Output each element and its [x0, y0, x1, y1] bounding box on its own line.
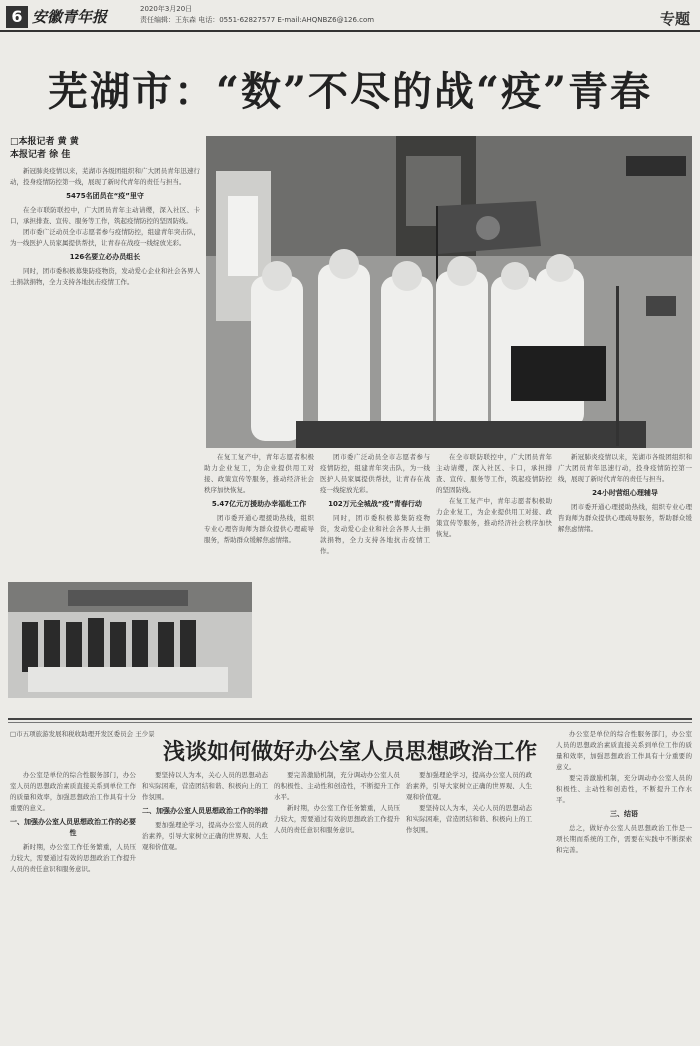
- paragraph: 办公室是单位的综合性服务部门，办公室人员的思想政治素质直接关系到单位工作的质量和效率，加强思想政治工作具有十分重要的意义。: [10, 771, 136, 812]
- paragraph: 在复工复产中，青年志愿者积极助力企业复工，为企业提供用工对接、政策宣传等服务，推动经济社会秩序加快恢复。: [204, 453, 314, 494]
- section-divider-thin: [8, 722, 692, 723]
- page-header: [0, 0, 700, 32]
- article1-column-2: [204, 452, 314, 714]
- subhead: 一、加强办公室人员思想政治工作的必要性: [10, 818, 136, 837]
- paragraph: 总之，做好办公室人员思想政治工作是一项长期而系统的工作，需要在实践中不断探索和完善。: [556, 824, 692, 854]
- paragraph: 新时期，办公室工作任务繁重，人员压力较大，需要通过有效的思想政治工作提升人员的责任意识和服务意识。: [10, 843, 136, 873]
- subhead: 126名要立必办员组长: [69, 253, 141, 261]
- paragraph: 团市委广泛动员全市志愿者参与疫情防控，组建青年突击队，为一线医护人员家属提供帮扶，让青春在战疫一线绽放光彩。: [10, 228, 200, 247]
- article2-kicker: □市五项旅游发展和税收助理开发区委员会 王少景: [10, 730, 155, 738]
- paragraph: 在全市联防联控中，广大团员青年主动请缨，深入社区、卡口，承担排查、宣传、服务等工作，筑起疫情防控的坚固防线。: [436, 453, 552, 494]
- subhead: 三、结语: [610, 810, 638, 818]
- subhead: 102万元全城战“疫”青春行动: [328, 500, 422, 508]
- article2-column-2: [142, 770, 268, 1040]
- article2-column-5: [556, 729, 692, 1040]
- paragraph: 新冠肺炎疫情以来，芜湖市各级团组织和广大团员青年迅速行动，投身疫情防控第一线，展现了新时代青年的责任与担当。: [558, 453, 692, 483]
- byline-line1: □本报记者 黄 黄: [10, 137, 79, 147]
- article1-column-5: [558, 452, 692, 714]
- paragraph: 要坚持以人为本，关心人员的思想动态和实际困难，营造团结和谐、积极向上的工作氛围。: [142, 771, 268, 801]
- paragraph: 办公室是单位的综合性服务部门，办公室人员的思想政治素质直接关系到单位工作的质量和效率，加强思想政治工作具有十分重要的意义。: [556, 730, 692, 771]
- article1-title: 芜湖市：“数”不尽的战“疫”青春: [47, 68, 653, 115]
- article2-column-4: [406, 770, 532, 1040]
- paragraph: 新冠肺炎疫情以来，芜湖市各级团组织和广大团员青年迅速行动，投身疫情防控第一线，展现了新时代青年的责任与担当。: [10, 167, 200, 186]
- page-number: 6: [6, 6, 28, 28]
- paragraph: 团市委开通心理援助热线，组织专业心理咨询师为群众提供心理疏导服务，帮助群众缓解焦虑情绪。: [558, 503, 692, 533]
- subhead: 5.47亿元万援助办幸福赴工作: [211, 500, 307, 508]
- subhead: 5475名团员在“疫”里守: [66, 192, 144, 200]
- paragraph: 团市委广泛动员全市志愿者参与疫情防控，组建青年突击队，为一线医护人员家属提供帮扶，让青春在战疫一线绽放光彩。: [320, 453, 430, 494]
- paragraph: 要加强理论学习，提高办公室人员的政治素养，引导大家树立正确的世界观、人生观和价值观。: [406, 771, 532, 801]
- paragraph: 要坚持以人为本，关心人员的思想动态和实际困难，营造团结和谐、积极向上的工作氛围。: [406, 804, 532, 834]
- paragraph: 在复工复产中，青年志愿者积极助力企业复工，为企业提供用工对接、政策宣传等服务，推动经济社会秩序加快恢复。: [436, 497, 552, 538]
- main-photo-volunteers: [206, 136, 692, 448]
- article2-column-3: [274, 770, 400, 1040]
- article1-column-1: [10, 166, 200, 576]
- paragraph: 要加强理论学习，提高办公室人员的政治素养，引导大家树立正确的世界观、人生观和价值观。: [142, 821, 268, 851]
- section-label: 专题: [659, 10, 690, 28]
- paragraph: 要完善激励机制，充分调动办公室人员的积极性、主动性和创造性，不断提升工作水平。: [274, 771, 400, 801]
- paragraph: 同时，团市委积极募集防疫物资，发动爱心企业和社会各界人士捐款捐物，全力支持各地抗击疫情工作。: [320, 514, 430, 555]
- article1-byline: [10, 136, 200, 162]
- paragraph: 团市委开通心理援助热线，组织专业心理咨询师为群众提供心理疏导服务，帮助群众缓解焦虑情绪。: [204, 514, 314, 544]
- paragraph: 在全市联防联控中，广大团员青年主动请缨，深入社区、卡口，承担排查、宣传、服务等工作，筑起疫情防控的坚固防线。: [10, 206, 200, 225]
- subhead: 24小时营组心理辅导: [592, 489, 658, 497]
- header-meta: [140, 4, 374, 26]
- byline-line2: 本报记者 徐 佳: [10, 150, 71, 160]
- article1-column-4: [436, 452, 552, 714]
- section-divider: [8, 718, 692, 720]
- paragraph: 新时期，办公室工作任务繁重，人员压力较大，需要通过有效的思想政治工作提升人员的责任意识和服务意识。: [274, 804, 400, 834]
- article2-column-1: [10, 770, 136, 1040]
- header-date: 2020年3月20日: [140, 5, 193, 13]
- paper-name: 安徽青年报: [32, 8, 108, 26]
- paragraph: 要完善激励机制，充分调动办公室人员的积极性、主动性和创造性，不断提升工作水平。: [556, 774, 692, 804]
- paragraph: 同时，团市委积极募集防疫物资，发动爱心企业和社会各界人士捐款捐物，全力支持各地抗击疫情工作。: [10, 267, 200, 286]
- subhead: 二、加强办公室人员思想政治工作的举措: [142, 807, 268, 815]
- article2-title: 浅谈如何做好办公室人员思想政治工作: [162, 739, 537, 765]
- header-contact: 责任编辑：王东森 电话：0551-62827577 E-mail:AHQNBZ6@126.com: [140, 16, 375, 24]
- article1-column-3: [320, 452, 430, 714]
